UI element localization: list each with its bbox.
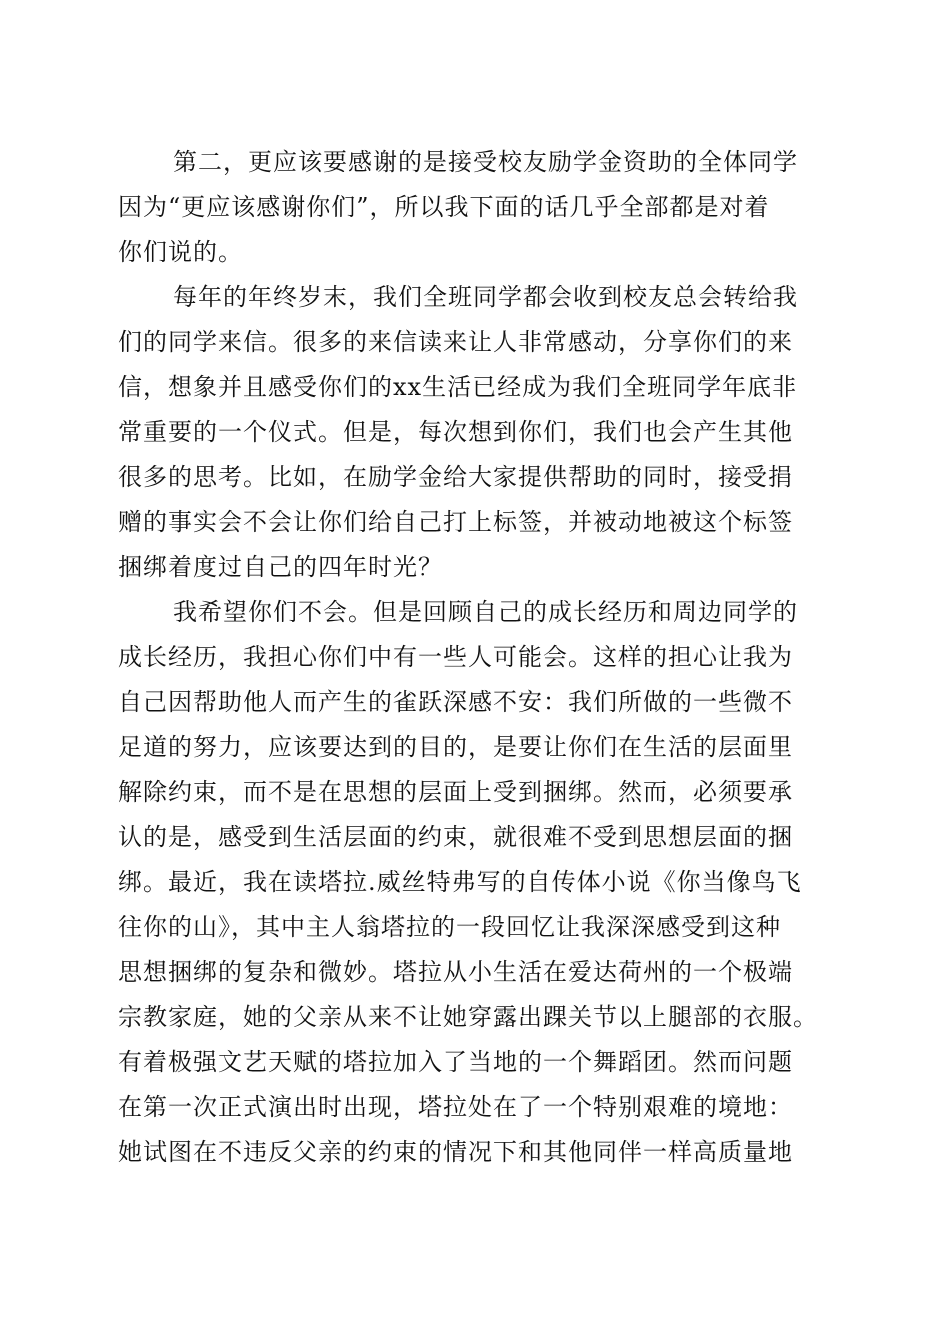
paragraph-3-line-11: 有着极强文艺天赋的塔拉加入了当地的一个舞蹈团。然而问题 xyxy=(118,1048,793,1076)
paragraph-2-line-6: 赠的事实会不会让你们给自己打上标签，并被动地被这个标签 xyxy=(118,508,793,536)
document-body xyxy=(118,140,838,1175)
paragraph-2-line-1: 每年的年终岁末，我们全班同学都会收到校友总会转给我 xyxy=(173,283,798,311)
paragraph-1-line-3: 你们说的。 xyxy=(118,238,243,266)
paragraph-3-line-12: 在第一次正式演出时出现，塔拉处在了一个特别艰难的境地： xyxy=(118,1093,793,1121)
paragraph-2-line-5: 很多的思考。比如，在励学金给大家提供帮助的同时，接受捐 xyxy=(118,463,793,491)
paragraph-2-line-3: 信，想象并且感受你们的xx生活已经成为我们全班同学年底非 xyxy=(118,373,798,401)
paragraph-2-line-7: 捆绑着度过自己的四年时光？ xyxy=(118,553,443,581)
paragraph-1-line-1: 第二，更应该要感谢的是接受校友励学金资助的全体同学 xyxy=(173,148,798,176)
paragraph-3-line-7: 绑。最近，我在读塔拉.威丝特弗写的自传体小说《你当像鸟飞 xyxy=(118,868,802,896)
paragraph-3-line-3: 自己因帮助他人而产生的雀跃深感不安：我们所做的一些微不 xyxy=(118,688,793,716)
paragraph-3-line-8: 往你的山》，其中主人翁塔拉的一段回忆让我深深感受到这种 xyxy=(118,913,781,941)
paragraph-3-line-6: 认的是，感受到生活层面的约束，就很难不受到思想层面的捆 xyxy=(118,823,793,851)
paragraph-2-line-4: 常重要的一个仪式。但是，每次想到你们，我们也会产生其他 xyxy=(118,418,793,446)
paragraph-3-line-13: 她试图在不违反父亲的约束的情况下和其他同伴一样高质量地 xyxy=(118,1138,793,1166)
paragraph-3-line-9: 思想捆绑的复杂和微妙。塔拉从小生活在爱达荷州的一个极端 xyxy=(118,958,793,986)
paragraph-3-line-5: 解除约束，而不是在思想的层面上受到捆绑。然而，必须要承 xyxy=(118,778,793,806)
paragraph-3-line-4: 足道的努力，应该要达到的目的，是要让你们在生活的层面里 xyxy=(118,733,793,761)
paragraph-2-line-2: 们的同学来信。很多的来信读来让人非常感动，分享你们的来 xyxy=(118,328,793,356)
paragraph-3-line-10: 宗教家庭，她的父亲从来不让她穿露出踝关节以上腿部的衣服。 xyxy=(118,1003,818,1031)
paragraph-3-line-2: 成长经历，我担心你们中有一些人可能会。这样的担心让我为 xyxy=(118,643,793,671)
paragraph-1-line-2: 因为“更应该感谢你们”，所以我下面的话几乎全部都是对着 xyxy=(118,193,770,221)
paragraph-3-line-1: 我希望你们不会。但是回顾自己的成长经历和周边同学的 xyxy=(173,598,798,626)
